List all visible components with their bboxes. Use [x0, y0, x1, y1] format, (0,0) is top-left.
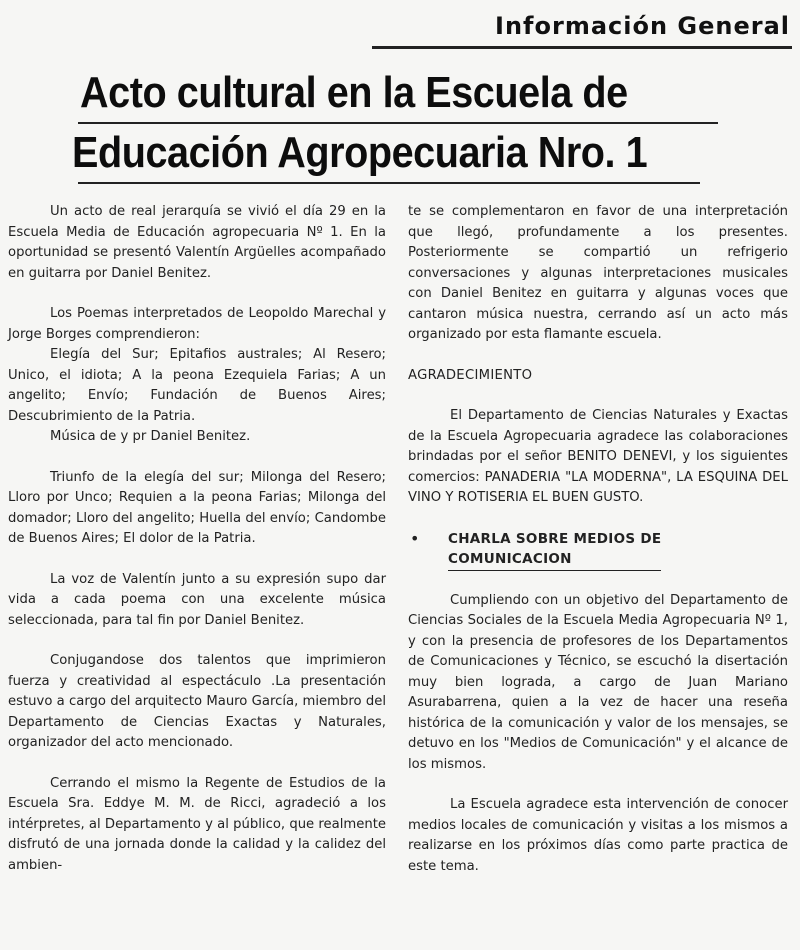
paragraph-charla-2: La Escuela agradece esta intervención de conocer medios locales de comunicación y visitas a los mismos a realizarse en los próximos días como parte practica de este tema.	[408, 797, 788, 874]
charla-title	[448, 529, 661, 571]
paragraph-charla-1: Cumpliendo con un objetivo del Departamento de Ciencias Sociales de la Escuela Media Agropecuaria Nº 1, y con la presencia de profesores de los Departamentos de Comunicaciones y Técnico, se escuchó la disertación muy bien lograda, a cargo de Juan Mariano Asurabarrena, quien a la vez de hacer una reseña histórica de la comunicación y valor de los mensajes, se detuvo en los "Medios de Comunicación" y el alcance de los mismos.	[408, 592, 788, 772]
paragraph-intro: Un acto de real jerarquía se vivió el día 29 en la Escuela Media de Educación agropecuaria Nº 1. En la oportunidad se presentó Valentín Argüelles acompañado en guitarra por Daniel Benitez.	[8, 204, 386, 281]
paragraph-music-credit: Música de y pr Daniel Benitez.	[50, 429, 251, 444]
paragraph-voice: La voz de Valentín junto a su expresión supo dar vida a cada poema con una excelente música seleccionada, para tal fin por Daniel Benitez.	[8, 571, 386, 628]
right-column	[408, 202, 788, 877]
paragraph-closing: Cerrando el mismo la Regente de Estudios de la Escuela Sra. Eddye M. M. de Ricci, agradeció a los intérpretes, al Departamento y al público, que realmente disfrutó de una jornada donde la calidad y la calidez del ambien-	[8, 775, 386, 873]
paragraph-poems-intro: Los Poemas interpretados de Leopoldo Marechal y Jorge Borges comprendieron:	[8, 306, 386, 342]
header-rule	[372, 46, 792, 49]
paragraph-songs-list: Triunfo de la elegía del sur; Milonga del Resero; Lloro por Unco; Requien a la peona Farias; Milonga del domador; Lloro del angelito; Huella del envío; Candombe de Buenos Aires; El dolor de la Patria.	[8, 469, 386, 546]
charla-subheading	[408, 529, 788, 571]
bullet-icon: •	[410, 528, 420, 548]
paragraph-poems-list: Elegía del Sur; Epitafios australes; Al Resero; Unico, el idiota; A la peona Ezequiela Farias; A un angelito; Envío; Fundación de Buenos Aires; Descubrimiento de la Patria.	[8, 347, 386, 424]
paragraph-continuation: te se complementaron en favor de una interpretación que llegó, profundamente a los presentes. Posteriormente se compartió un refrigerio conversaciones y algunas interpretaciones musicales con Daniel Benitez en guitarra y algunas voces que cantaron música nuestra, cerrando así un acto más organizado por esta flamante escuela.	[408, 204, 788, 342]
charla-title-line-1: CHARLA SOBRE MEDIOS DE	[448, 530, 662, 547]
section-header: Información General	[495, 12, 790, 40]
headline-line-1: Acto cultural en la Escuela de	[80, 68, 628, 117]
headline-rule-2	[78, 182, 700, 184]
charla-title-line-2: COMUNICACION	[448, 550, 572, 567]
agradecimiento-heading: AGRADECIMIENTO	[408, 367, 533, 383]
left-column	[8, 202, 386, 876]
headline-line-2: Educación Agropecuaria Nro. 1	[72, 128, 648, 177]
paragraph-talents: Conjugandose dos talentos que imprimieron fuerza y creatividad al espectáculo .La presentación estuvo a cargo del arquitecto Mauro García, miembro del Departamento de Ciencias Exactas y Naturales, organizador del acto mencionado.	[8, 653, 386, 750]
headline-rule-1	[78, 122, 718, 124]
paragraph-agradecimiento: El Departamento de Ciencias Naturales y Exactas de la Escuela Agropecuaria agradece las colaboraciones brindadas por el señor BENITO DENEVI, y los siguientes comercios: PANADERIA "LA MODERNA", LA ESQUINA DEL VINO Y ROTISERIA EL BUEN GUSTO.	[408, 408, 788, 505]
